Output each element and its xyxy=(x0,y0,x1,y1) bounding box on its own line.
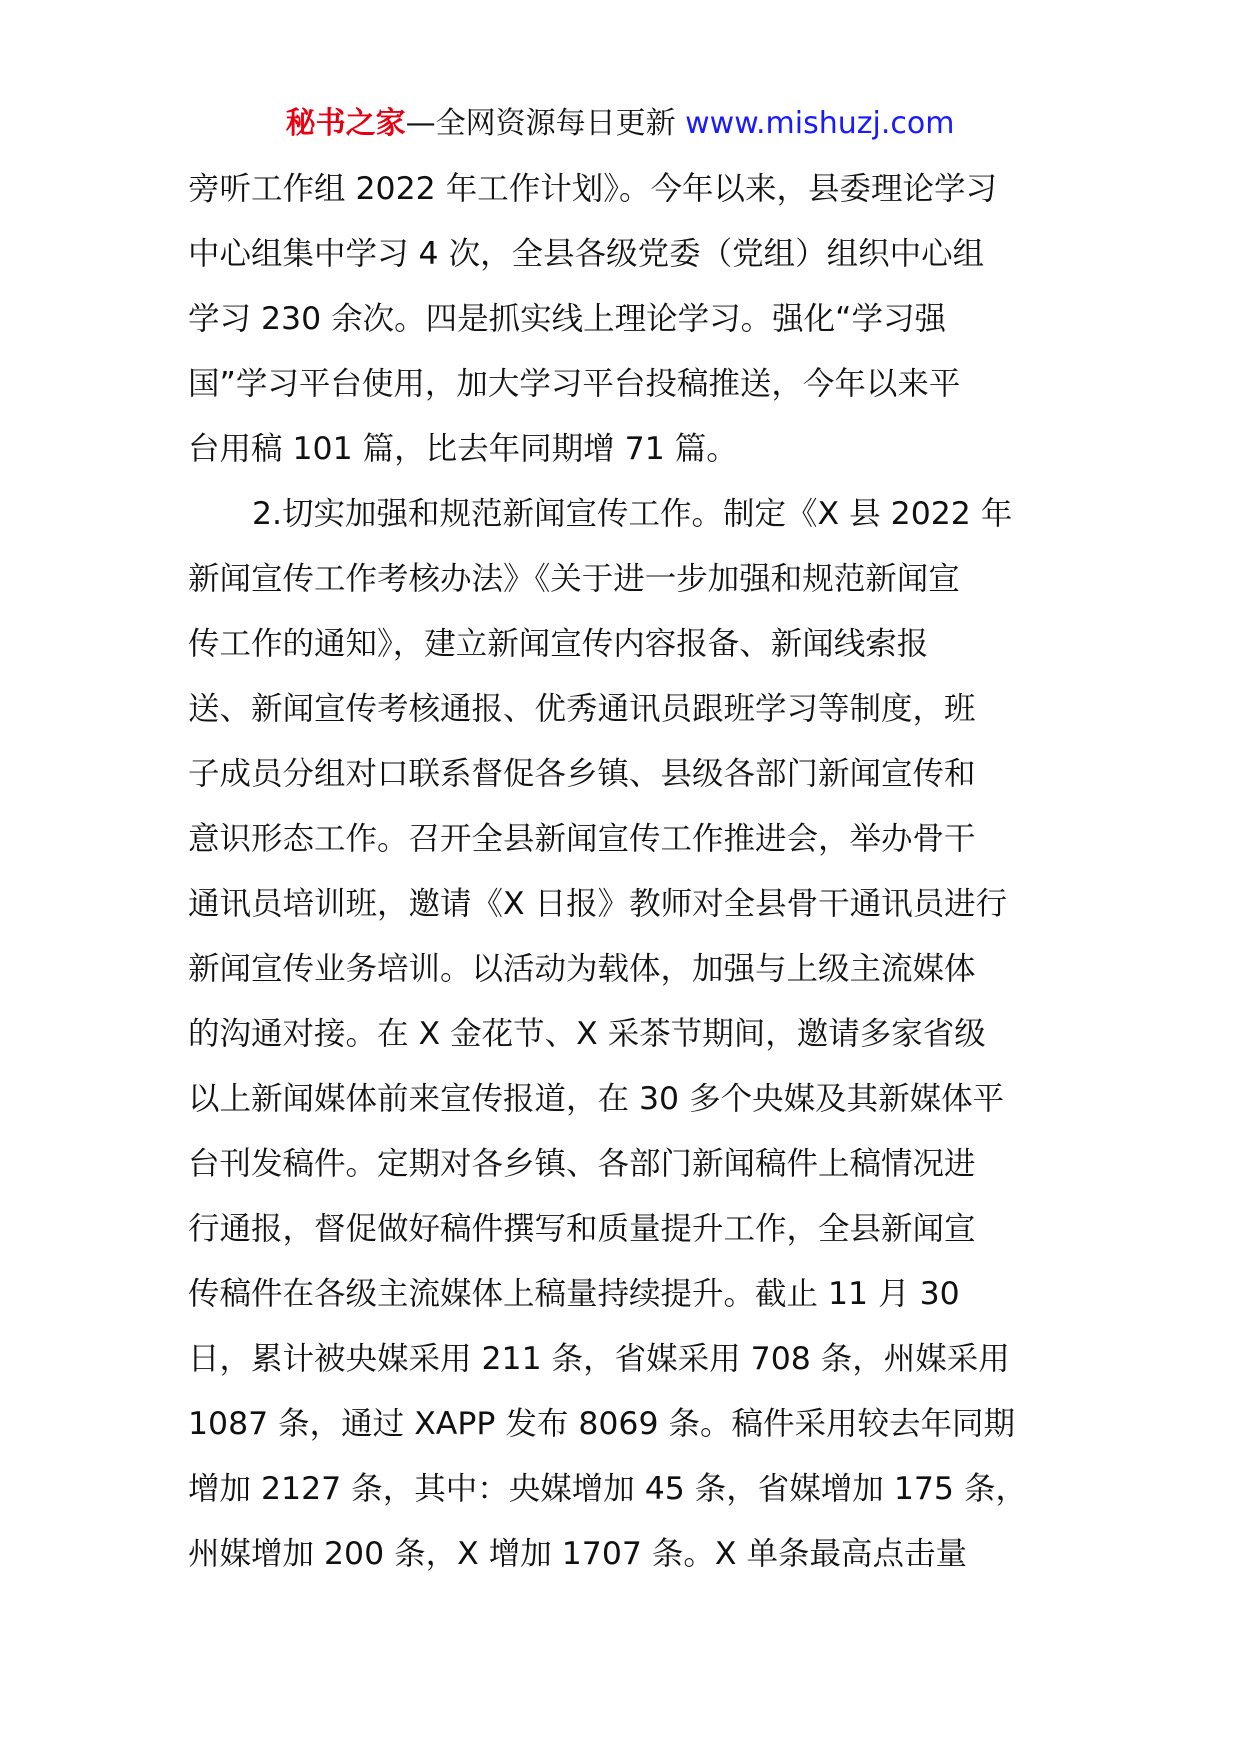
text-line: 通讯员培训班，邀请《X 日报》教师对全县骨干通讯员进行 xyxy=(188,886,1008,922)
text-line: 送、新闻宣传考核通报、优秀通讯员跟班学习等制度，班 xyxy=(188,691,976,727)
text-line: 增加 2127 条，其中：央媒增加 45 条，省媒增加 175 条， xyxy=(188,1471,1027,1507)
text-line: 传工作的通知》，建立新闻宣传内容报备、新闻线索报 xyxy=(188,626,929,662)
text-line: 新闻宣传业务培训。以活动为载体，加强与上级主流媒体 xyxy=(188,951,976,987)
text-line: 国”学习平台使用，加大学习平台投稿推送，今年以来平 xyxy=(188,366,961,402)
text-line: 的沟通对接。在 X 金花节、X 采茶节期间，邀请多家省级 xyxy=(188,1016,986,1052)
text-line: 子成员分组对口联系督促各乡镇、县级各部门新闻宣传和 xyxy=(188,756,976,792)
text-line: 意识形态工作。召开全县新闻宣传工作推进会，举办骨干 xyxy=(188,821,976,857)
text-line: 州媒增加 200 条，X 增加 1707 条。X 单条最高点击量 xyxy=(188,1536,968,1572)
document-body xyxy=(188,157,1058,1587)
text-line: 台刊发稿件。定期对各乡镇、各部门新闻稿件上稿情况进 xyxy=(188,1146,976,1182)
header-tagline: —全网资源每日更新 xyxy=(405,106,686,141)
text-line: 传稿件在各级主流媒体上稿量持续提升。截止 11 月 30 xyxy=(188,1276,960,1312)
text-line: 中心组集中学习 4 次，全县各级党委（党组）组织中心组 xyxy=(188,236,985,272)
text-line: 日，累计被央媒采用 211 条，省媒采用 708 条，州媒采用 xyxy=(188,1341,1010,1377)
text-line: 以上新闻媒体前来宣传报道，在 30 多个央媒及其新媒体平 xyxy=(188,1081,1005,1117)
text-line: 台用稿 101 篇，比去年同期增 71 篇。 xyxy=(188,431,738,467)
website-link[interactable]: www.mishuzj.com xyxy=(685,106,955,141)
brand-name: 秘书之家 xyxy=(285,106,406,141)
text-line: 学习 230 余次。四是抓实线上理论学习。强化“学习强 xyxy=(188,301,946,337)
page-header xyxy=(0,104,1240,144)
text-line: 1087 条，通过 XAPP 发布 8069 条。稿件采用较去年同期 xyxy=(188,1406,1016,1442)
text-line: 旁听工作组 2022 年工作计划》。今年以来，县委理论学习 xyxy=(188,171,997,207)
text-line: 新闻宣传工作考核办法》《关于进一步加强和规范新闻宣 xyxy=(188,561,960,597)
paragraph-start-line: 2.切实加强和规范新闻宣传工作。制定《X 县 2022 年 xyxy=(252,496,1013,532)
text-line: 行通报，督促做好稿件撰写和质量提升工作，全县新闻宣 xyxy=(188,1211,976,1247)
